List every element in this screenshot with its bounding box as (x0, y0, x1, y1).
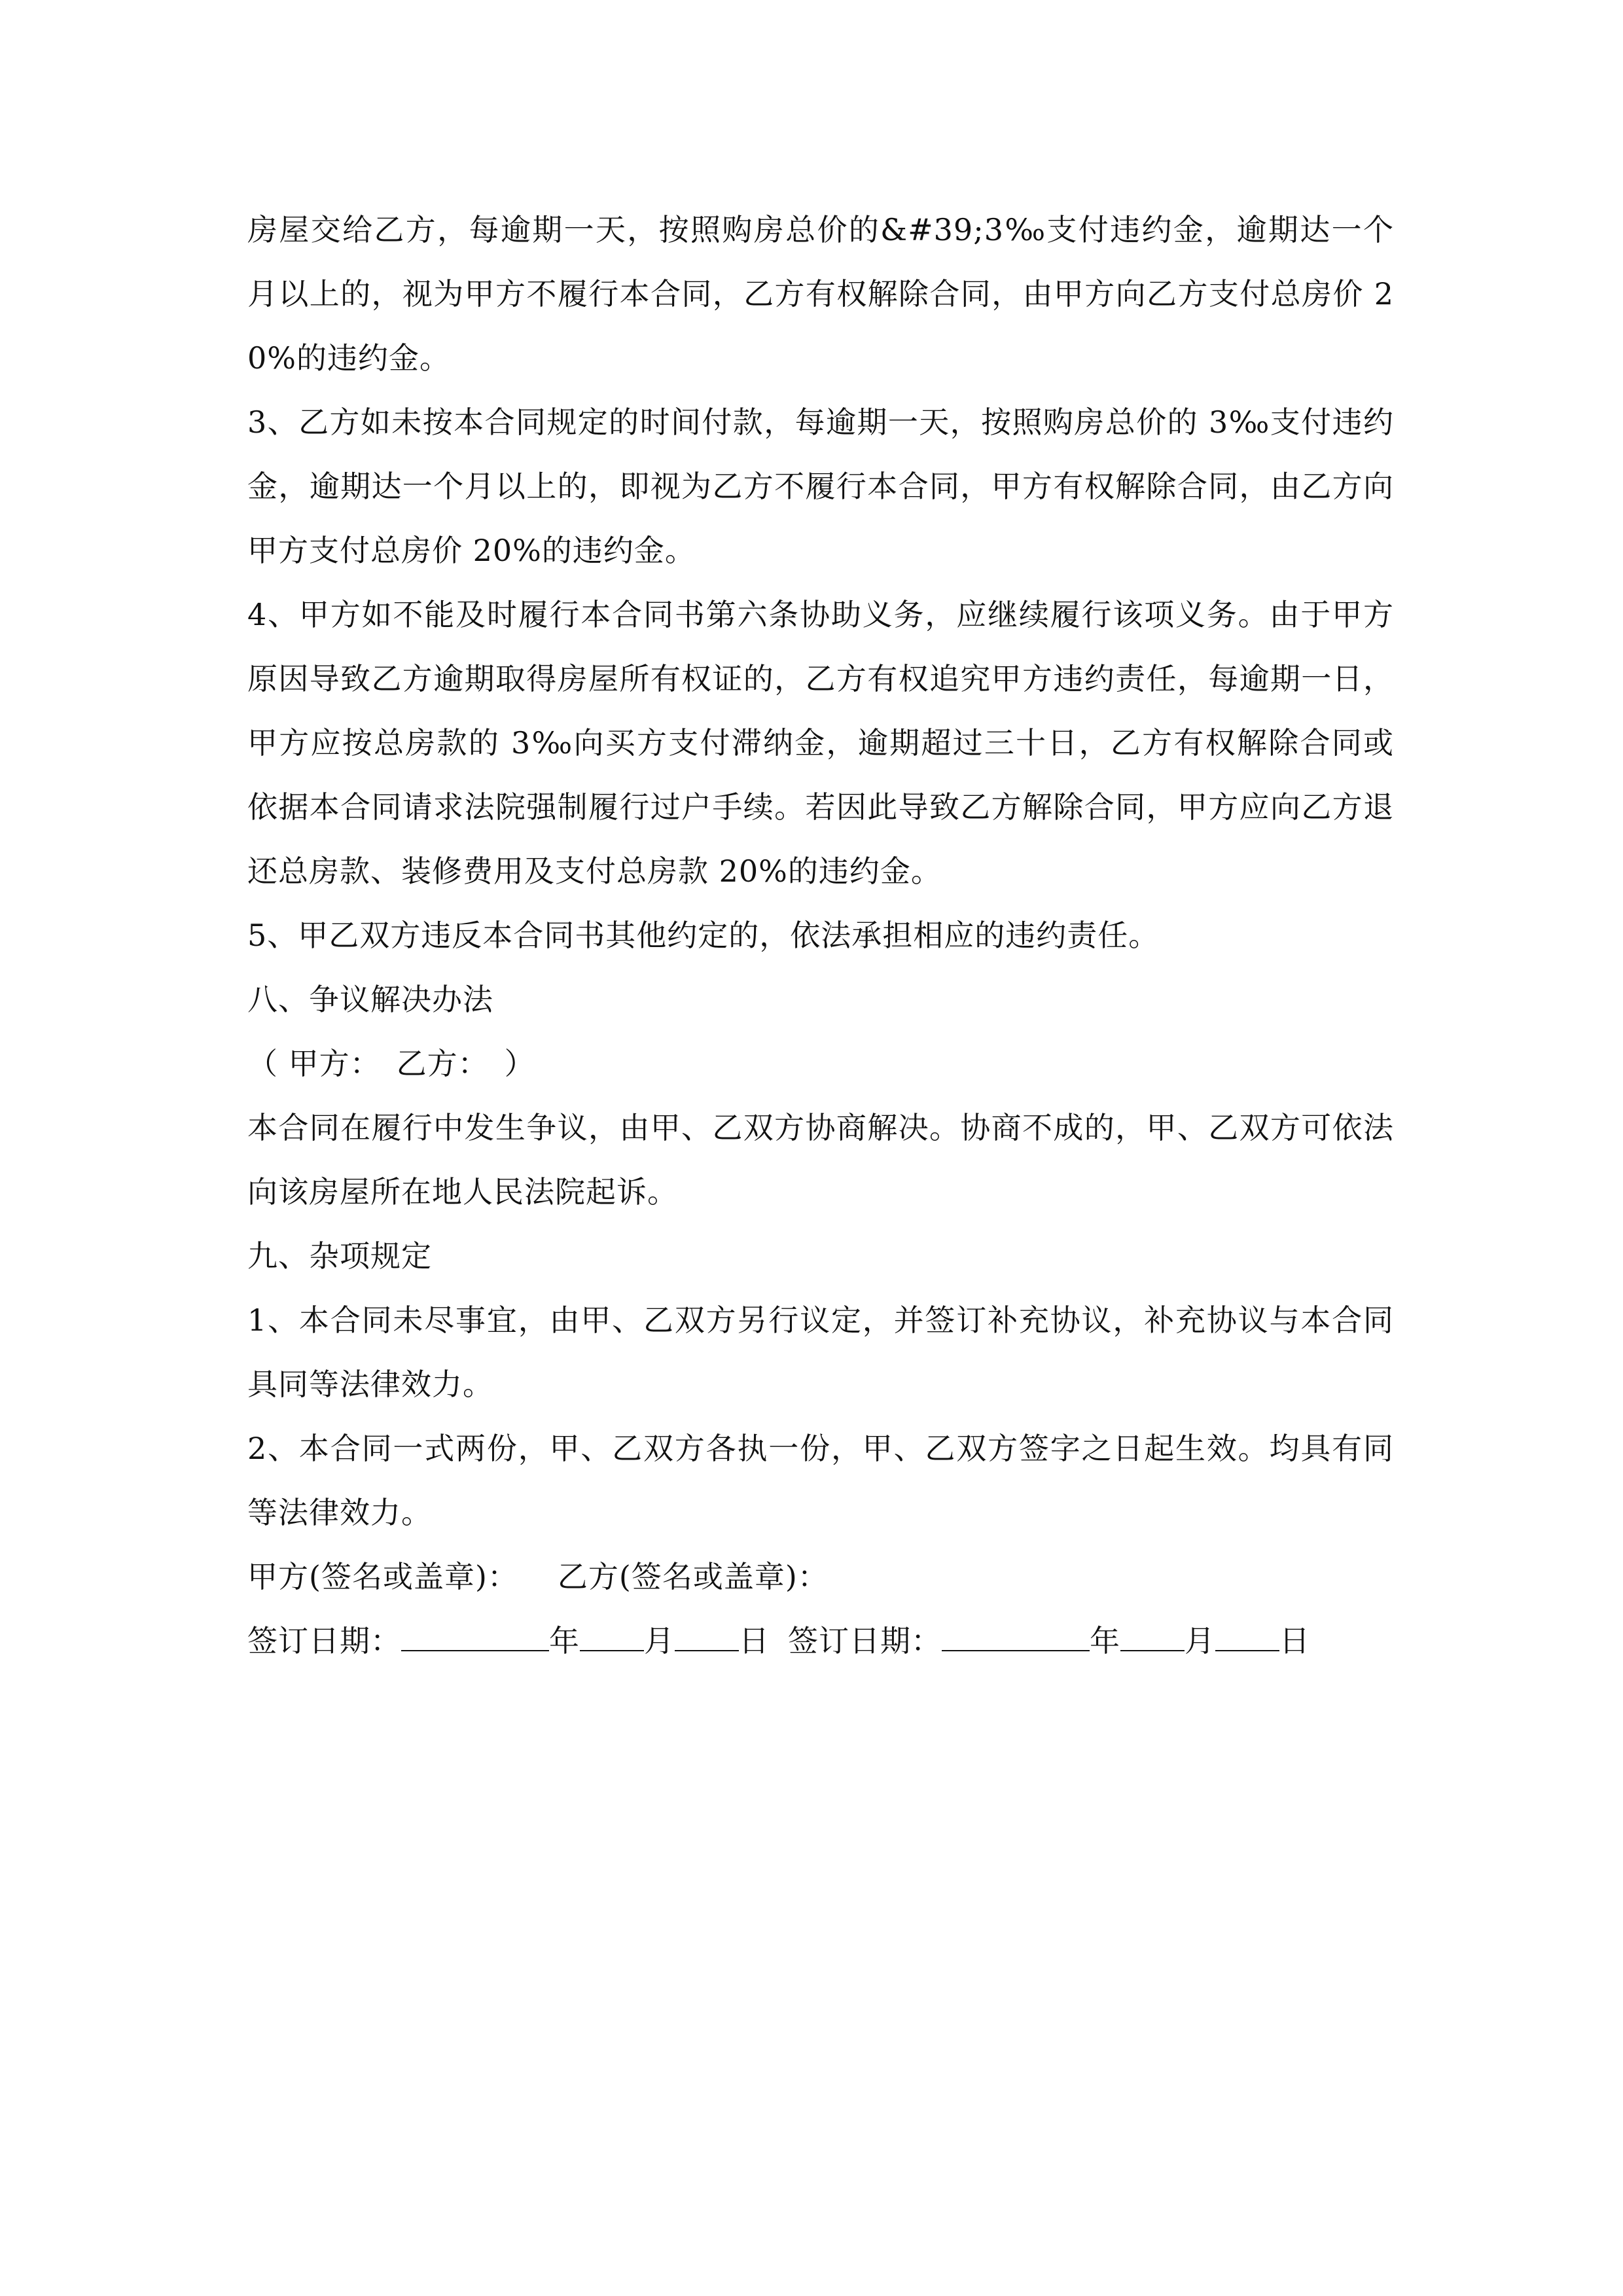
month-blank-a (580, 1620, 644, 1651)
day-blank-a (675, 1620, 739, 1651)
day-label-a: 日 (739, 1623, 770, 1659)
year-label-b: 年 (1090, 1623, 1120, 1659)
section-heading-dispute: 八、争议解决办法 (247, 982, 493, 1017)
section-heading-misc: 九、杂项规定 (247, 1238, 432, 1274)
dispute-parties: （ 甲方： 乙方： ） (247, 1046, 535, 1081)
date-line (247, 1609, 1394, 1673)
paragraph-breach-delivery: 房屋交给乙方，每逾期一天，按照购房总价的&#39;3‰支付违约金，逾期达一个月以上的，视为甲方不履行本合同，乙方有权解除合同，由甲方向乙方支付总房价 20%的违约金。 (247, 212, 1394, 376)
paragraph-breach-other: 5、甲乙双方违反本合同书其他约定的，依法承担相应的违约责任。 (247, 918, 1160, 953)
paragraph-breach-payment: 3、乙方如未按本合同规定的时间付款，每逾期一天，按照购房总价的 3‰支付违约金，逾期达一个月以上的，即视为乙方不履行本合同，甲方有权解除合同，由乙方向甲方支付总房价 20%的违约金。 (247, 404, 1394, 568)
paragraph-dispute-resolution: 本合同在履行中发生争议，由甲、乙双方协商解决。协商不成的，甲、乙双方可依法向该房屋所在地人民法院起诉。 (247, 1110, 1394, 1210)
date-label-a: 签订日期： (247, 1623, 401, 1659)
paragraph-breach-assistance: 4、甲方如不能及时履行本合同书第六条协助义务，应继续履行该项义务。由于甲方原因导致乙方逾期取得房屋所有权证的，乙方有权追究甲方违约责任，每逾期一日，甲方应按总房款的 3‰向买方支付滞纳金，逾期超过三十日，乙方有权解除合同或依据本合同请求法院强制履行过户手续。若因此导致乙方解除合同，甲方应向乙方退还总房款、装修费用及支付总房款 20%的违约金。 (247, 597, 1394, 889)
month-label-b: 月 (1185, 1623, 1215, 1659)
signature-line (247, 1545, 1394, 1609)
paragraph-misc-copies: 2、本合同一式两份，甲、乙双方各执一份，甲、乙双方签字之日起生效。均具有同等法律效力。 (247, 1431, 1394, 1530)
year-blank-a (401, 1620, 549, 1651)
month-label-a: 月 (644, 1623, 675, 1659)
year-blank-b (942, 1620, 1090, 1651)
month-blank-b (1120, 1620, 1185, 1651)
day-blank-b (1215, 1620, 1279, 1651)
party-a-signature-label: 甲方(签名或盖章)： (247, 1559, 518, 1594)
date-label-b: 签订日期： (788, 1623, 942, 1659)
day-label-b: 日 (1279, 1623, 1310, 1659)
paragraph-misc-supplement: 1、本合同未尽事宜，由甲、乙双方另行议定，并签订补充协议，补充协议与本合同具同等法律效力。 (247, 1302, 1394, 1402)
year-label-a: 年 (549, 1623, 580, 1659)
contract-body (247, 198, 1394, 1673)
party-b-signature-label: 乙方(签名或盖章)： (557, 1559, 829, 1594)
